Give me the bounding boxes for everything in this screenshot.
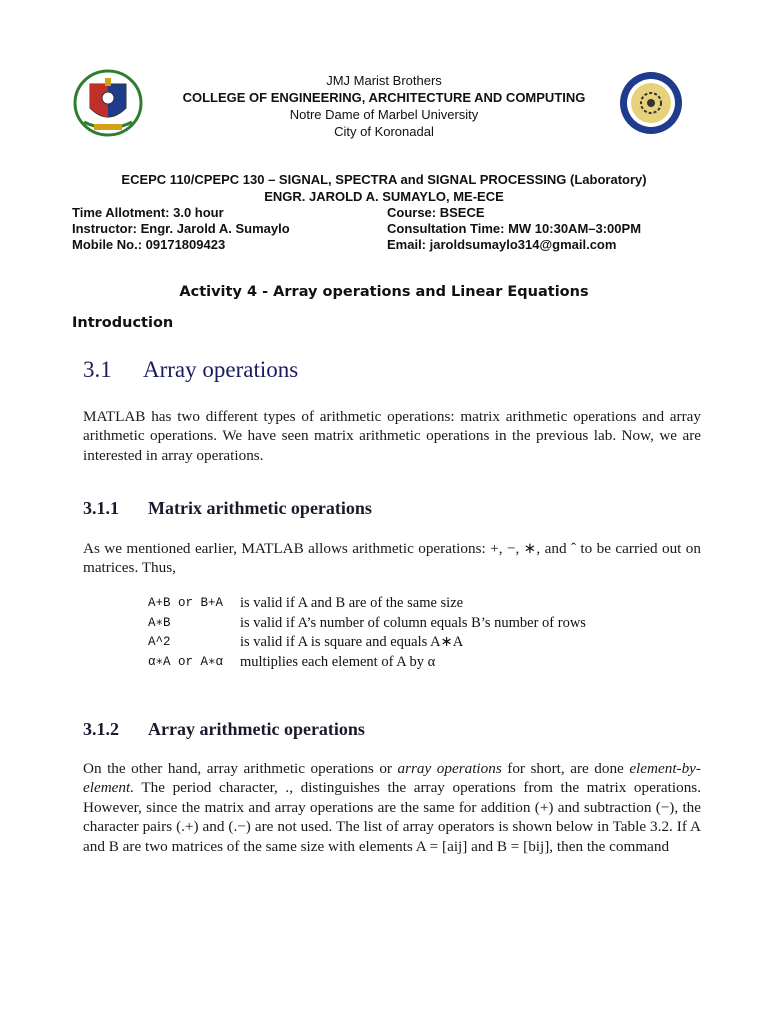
para-text: On the other hand, array arithmetic operations or <box>83 760 398 777</box>
college-name: COLLEGE OF ENGINEERING, ARCHITECTURE AND COMPUTING <box>182 90 586 105</box>
org-name: JMJ Marist Brothers <box>326 73 442 88</box>
subsection-paragraph-2 <box>83 759 701 856</box>
mobile-info: Mobile No.: 09171809423 <box>72 237 226 252</box>
subsection-heading-2 <box>83 719 365 740</box>
course-title: ECEPC 110/CPEPC 130 – SIGNAL, SPECTRA and SIGNAL PROCESSING (Laboratory) <box>121 172 647 187</box>
para-text: for short, are done <box>501 760 630 777</box>
section-title: Array operations <box>143 357 299 382</box>
consultation-info: Consultation Time: MW 10:30AM–3:00PM <box>387 221 642 236</box>
subsection-number: 3.1.1 <box>83 498 119 518</box>
operation-row <box>148 633 586 653</box>
time-allotment: Time Allotment: 3.0 hour <box>72 205 224 220</box>
operations-list <box>148 594 586 672</box>
email-info: Email: jaroldsumaylo314@gmail.com <box>387 237 617 252</box>
operation-expr: A∗B <box>148 615 171 630</box>
para-italic: array operations <box>397 760 502 777</box>
introduction-heading: Introduction <box>72 315 174 331</box>
para-italic: element-by-element. <box>83 760 701 797</box>
subsection-number: 3.1.2 <box>83 719 119 739</box>
activity-title: Activity 4 - Array operations and Linear Equations <box>179 284 589 300</box>
operation-desc: is valid if A and B are of the same size <box>240 595 464 611</box>
subsection-heading-1 <box>83 498 372 519</box>
operation-desc: is valid if A is square and equals A∗A <box>240 634 464 650</box>
subsection-title: Array arithmetic operations <box>148 719 365 739</box>
operation-desc: multiplies each element of A by α <box>240 653 436 670</box>
operation-desc: is valid if A’s number of column equals B’s number of rows <box>240 614 586 631</box>
section-paragraph: MATLAB has two different types of arithmetic operations: matrix arithmetic operations and array arithmetic operations. We have seen matrix arithmetic operations in the previous lab. Now, we are interested in array operations. <box>83 408 701 464</box>
city-name: City of Koronadal <box>334 124 434 139</box>
operation-expr: A+B or B+A <box>148 596 224 610</box>
operation-row <box>148 653 586 673</box>
subsection-title: Matrix arithmetic operations <box>148 498 372 518</box>
section-number: 3.1 <box>83 357 112 382</box>
instructor-info: Instructor: Engr. Jarold A. Sumaylo <box>72 221 290 236</box>
section-heading <box>83 357 298 383</box>
subsection-paragraph-1: As we mentioned earlier, MATLAB allows arithmetic operations: +, −, ∗, and ˆ to be carried out on matrices. Thus, <box>83 540 701 577</box>
university-name: Notre Dame of Marbel University <box>289 107 479 122</box>
operation-expr: A^2 <box>148 635 171 649</box>
course-info: Course: BSECE <box>387 205 485 220</box>
operation-expr: α∗A or A∗α <box>148 654 224 669</box>
course-instructor: ENGR. JAROLD A. SUMAYLO, ME-ECE <box>264 189 504 204</box>
operation-row <box>148 594 586 614</box>
para-text: The period character, ., distinguishes the array operations from the matrix operations. However, since the matrix and array operations are the same for addition (+) and subtraction (−), the character pairs (.+) and (.−) are not used. The list of array operators is shown below in Table 3.2. If A and B are two matrices of the same size with elements A = [aij] and B = [bij], then the command <box>83 779 701 855</box>
operation-row <box>148 614 586 634</box>
